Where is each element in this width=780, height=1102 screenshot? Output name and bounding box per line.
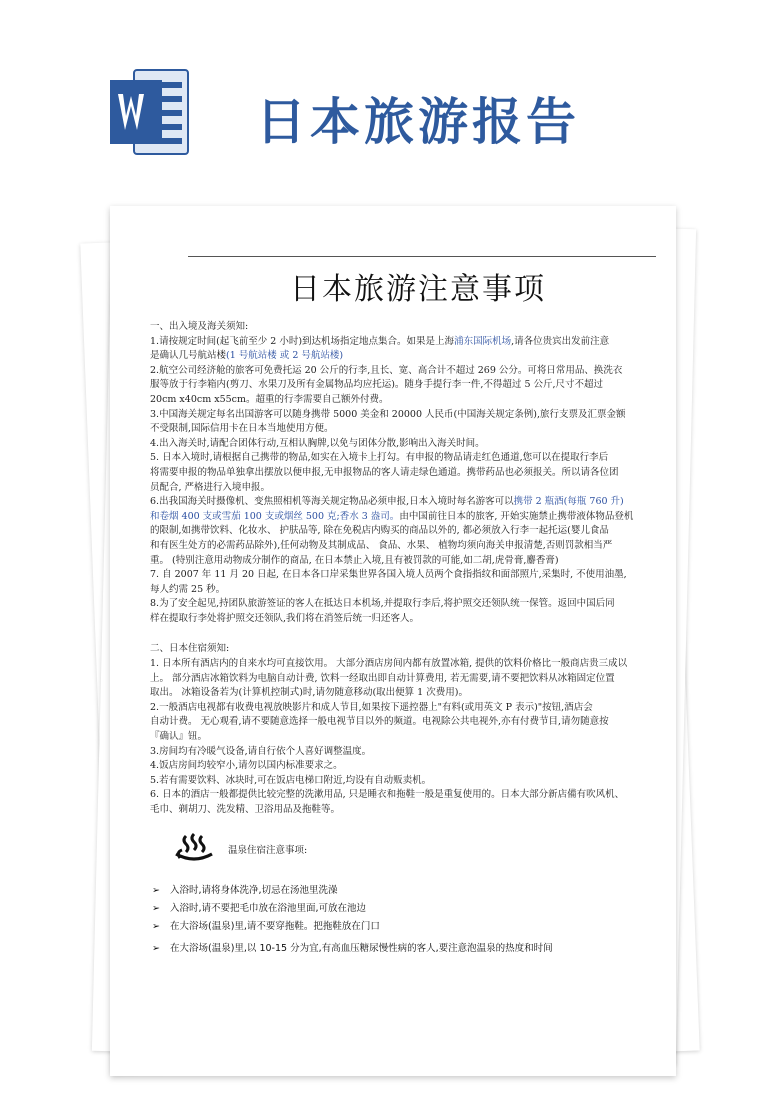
item-1-cont: 是确认几号航站楼(1 号航站楼 或 2 号航站楼) <box>150 350 344 362</box>
item-6-cont: 和有医生处方的必需药品除外),任何动物及其制成品、 食品、水果、 植物均须向海关申报清楚,否则罚款相当严 <box>150 539 613 551</box>
stay-item-6: 6. 日本的酒店一般都提供比较完整的洗漱用品, 只是睡衣和拖鞋一般是重复使用的。日本大部分新店備有吹风机、 <box>150 789 625 801</box>
onsen-label: 温泉住宿注意事项: <box>228 845 308 856</box>
item-6-cont: 的限制,如携带饮料、化妆水、 护肤品等, 除在免税店内购买的商品以外的, 都必须放入行李一起托运(婴儿食品 <box>150 525 609 537</box>
item-6-cont: 和卷烟 400 支或雪茄 100 支或烟丝 500 克;香水 3 盎司。由中国前往日本的旅客, 开始实施禁止携带液体物品登机 <box>150 510 634 522</box>
stay-item-4: 4.饭店房间均较窄小,请勿以国内标准要求之。 <box>150 760 343 772</box>
onsen-heading <box>152 832 352 862</box>
title-rule <box>188 256 656 257</box>
stay-item-1-cont: 上。 部分酒店冰箱饮料为电脑自动计费, 饮料一经取出即自动计算费用, 若无需要,请不要把饮料从冰箱固定位置 <box>150 672 615 684</box>
hot-spring-icon <box>172 832 216 862</box>
item-3-cont: 不受限制,国际信用卡在日本当地使用方便。 <box>150 423 334 435</box>
stay-item-2-cont: 自动计费。 无心观看,请不要随意选择一般电视节目以外的频道。电视除公共电视外,亦有付费节目,请勿随意按 <box>150 716 609 728</box>
banner-title: 日本旅游报告 <box>256 92 580 151</box>
stay-item-5: 5.若有需要饮料、冰块时,可在饭店电梯口附近,均设有自动贩卖机。 <box>150 774 432 786</box>
section-heading: 一、出入境及海关须知: <box>150 321 249 332</box>
item-2-cont: 服等放于行李箱内(剪刀、水果刀及所有金属物品均应托运)。随身手提行李一件,不得超过 5 公斤,尺寸不超过 <box>150 379 604 391</box>
onsen-bullet-4: ➢ 在大浴场(温泉)里,以 10-15 分为宜,有高血压糖尿慢性病的客人,要注意泡温泉的热度和时间 <box>152 943 553 954</box>
stay-item-6-cont: 毛巾、剃胡刀、洗发精、卫浴用品及拖鞋等。 <box>150 804 341 815</box>
item-7-cont: 每人约需 25 秒。 <box>150 583 226 595</box>
onsen-bullet-1: ➢ 入浴时,请将身体洗净,切忌在汤池里洗澡 <box>152 885 338 896</box>
item-1: 1.请按规定时间(起飞前至少 2 小时)到达机场指定地点集合。如果是上海浦东国际机场,请各位贵宾出发前注意 <box>150 335 610 347</box>
item-2-cont: 20cm x40cm x55cm。超重的行李需要自己额外付费。 <box>150 393 389 405</box>
onsen-bullet-3: ➢ 在大浴场(温泉)里,请不要穿拖鞋。把拖鞋放在门口 <box>152 921 380 932</box>
item-7: 7. 自 2007 年 11 月 20 日起, 在日本各口岸采集世界各国入境人员两个食指指纹和面部照片,采集时, 不使用油墨, <box>150 569 627 581</box>
banner <box>0 0 780 200</box>
onsen-bullet-2: ➢ 入浴时,请不要把毛巾放在浴池里面,可放在池边 <box>152 903 367 914</box>
item-5-cont: 将需要申报的物品单独拿出摆放以便申报,无申报物品的客人请走绿色通道。携带药品也必须报关。所以请各位团 <box>150 466 619 478</box>
doc-title: 日本旅游注意事项 <box>290 272 546 307</box>
stay-item-2-cont: 『确认』钮。 <box>150 731 208 743</box>
item-2: 2.航空公司经济舱的旅客可免费托运 20 公斤的行李,且长、宽、高合计不超过 269 公分。可将日常用品、换洗衣 <box>150 364 623 376</box>
document-page <box>110 206 676 1076</box>
stay-item-3: 3.房间均有冷暖气设备,请自行依个人喜好调整温度。 <box>150 745 372 757</box>
stay-item-1: 1. 日本所有酒店内的自来水均可直接饮用。 大部分酒店房间内都有放置冰箱, 提供的饮料价格比一般商店贵三成以 <box>150 658 628 670</box>
item-6: 6.出我国海关时摄像机、变焦照相机等海关规定物品必须申报,日本入境时每名游客可以携带 2 瓶酒(每瓶 760 升) <box>150 496 624 508</box>
item-4: 4.出入海关时,请配合团体行动,互相认胸牌,以免与团体分散,影响出入海关时间。 <box>150 437 485 449</box>
item-3: 3.中国海关规定每名出国游客可以随身携带 5000 美金和 20000 人民币(中国海关规定条例),旅行支票及汇票金额 <box>150 408 626 420</box>
stay-item-2: 2.一般酒店电视都有收费电视放映影片和成人节目,如果按下遥控器上"有料(或用英文 P 表示)"按钮,酒店会 <box>150 701 593 713</box>
stay-item-1-cont: 取出。 冰箱设备若为(计算机控制式)时,请勿随意移动(取出便算 1 次费用)。 <box>150 687 468 699</box>
item-5: 5. 日本入境时,请根据自己携带的物品,如实在入境卡上打勾。有申报的物品请走红色通道,您可以在提取行李后 <box>150 452 609 464</box>
item-8-cont: 样在提取行李处将护照交还领队,我们将在消签后统一归还客人。 <box>150 612 420 624</box>
word-document-icon <box>108 66 192 158</box>
item-5-cont: 员配合, 严格进行入境申报。 <box>150 481 271 493</box>
item-8: 8.为了安全起见,持团队旅游签证的客人在抵达日本机场,并提取行李后,将护照交还领队统一保管。返回中国后同 <box>150 598 615 610</box>
section-heading: 二、日本住宿须知: <box>150 643 230 655</box>
item-6-cont: 重。 (特别注意用动物成分制作的商品, 在日本禁止入境,且有被罚款的可能,如二胡,虎骨膏,麝香膏) <box>150 554 559 566</box>
